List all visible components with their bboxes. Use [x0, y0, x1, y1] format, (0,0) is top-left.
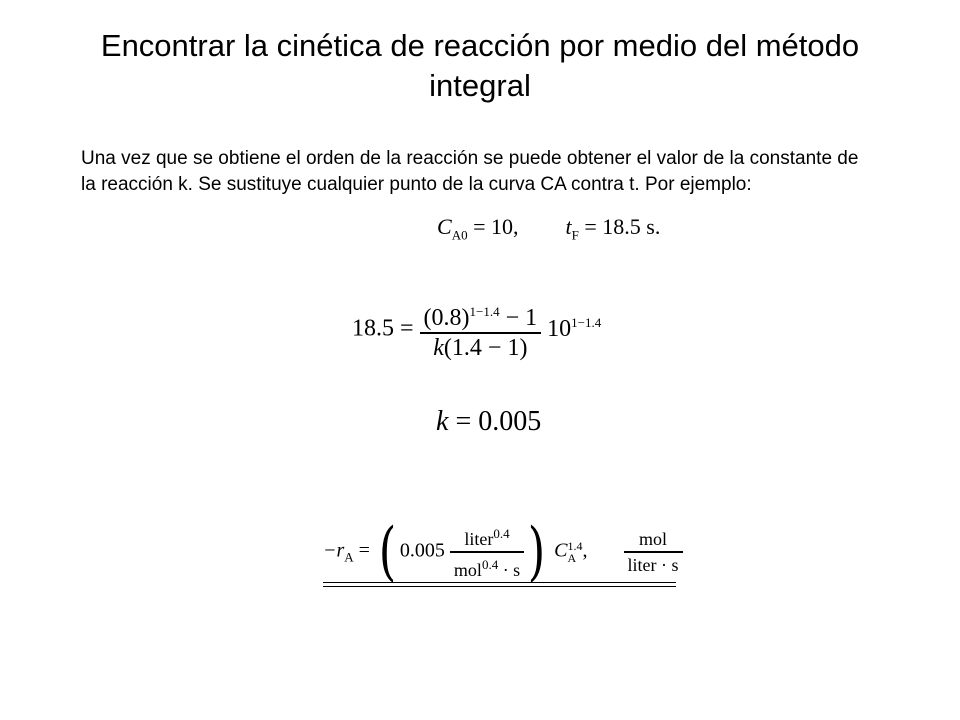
- eq2-mult-exponent: 1−1.4: [571, 314, 602, 330]
- eq2-denominator: [420, 334, 542, 362]
- tf-symbol: t: [565, 214, 572, 239]
- eq4-ca-scripts: [568, 540, 583, 564]
- eq4-ca-symbol: C: [554, 539, 568, 562]
- eq4-ca-subscript: A: [567, 551, 577, 565]
- tf-subscript: F: [571, 227, 579, 243]
- eq4-unit-numerator: [450, 522, 524, 553]
- rate-constant-result: [436, 406, 541, 438]
- ca0-symbol: C: [437, 214, 452, 239]
- eq3-k-symbol: k: [436, 406, 449, 437]
- eq2-multiplier: [547, 316, 601, 342]
- eq4-ca-superscript: 1.4: [567, 539, 583, 553]
- eq4-minus-r: −r: [323, 539, 345, 562]
- ca0-value: = 10,: [473, 214, 519, 239]
- eq4-left-paren: (: [378, 515, 397, 589]
- eq4-coefficient: 0.005: [399, 539, 445, 562]
- eq4-unit-denominator: [450, 553, 524, 582]
- eq2-den-k: k: [433, 335, 444, 361]
- eq4-unit-den-tail: · s: [498, 560, 521, 580]
- eq4-unit-fraction: [450, 522, 524, 582]
- eq4-unit-den-text: mol: [453, 560, 482, 580]
- eq2-mult-base: 10: [547, 315, 572, 342]
- double-underline-top: [323, 582, 676, 583]
- rate-constant-substitution-equation: [352, 298, 601, 362]
- double-underline-bottom: [323, 586, 676, 587]
- eq3-value: = 0.005: [448, 406, 542, 437]
- eq4-right-paren: ): [527, 515, 546, 589]
- eq2-num-exponent: 1−1.4: [469, 304, 500, 319]
- rate-law-equation: [323, 515, 683, 589]
- eq4-final-units: [624, 527, 683, 577]
- eq2-fraction: [420, 298, 542, 362]
- eq2-num-base: (0.8): [423, 305, 470, 331]
- eq4-unit-den-exp: 0.4: [481, 557, 499, 572]
- explanation-paragraph: Una vez que se obtiene el orden de la reacción se puede obtener el valor de la constante de la reacción k. Se sustituye cualquier punto de la curva CA contra t. Por ejemplo:: [81, 148, 859, 195]
- eq4-unit-num-exp: 0.4: [493, 526, 510, 541]
- eq2-den-rest: (1.4 − 1): [443, 335, 528, 361]
- eq4-unit-num-text: liter: [464, 529, 494, 549]
- eq2-num-tail: − 1: [499, 305, 538, 331]
- initial-conditions-equation: [437, 214, 660, 243]
- eq4-final-num: mol: [624, 527, 683, 553]
- slide-title: Encontrar la cinética de reacción por medio del método integral: [100, 28, 860, 103]
- eq4-comma: ,: [582, 539, 588, 562]
- eq4-final-den: liter · s: [627, 555, 679, 575]
- eq4-equals: =: [353, 539, 370, 562]
- tf-value: = 18.5 s.: [584, 214, 661, 239]
- ca0-subscript: A0: [451, 227, 468, 243]
- eq2-numerator: [420, 298, 542, 334]
- eq2-lhs: 18.5 =: [352, 315, 414, 342]
- eq4-r-subscript: A: [344, 549, 354, 565]
